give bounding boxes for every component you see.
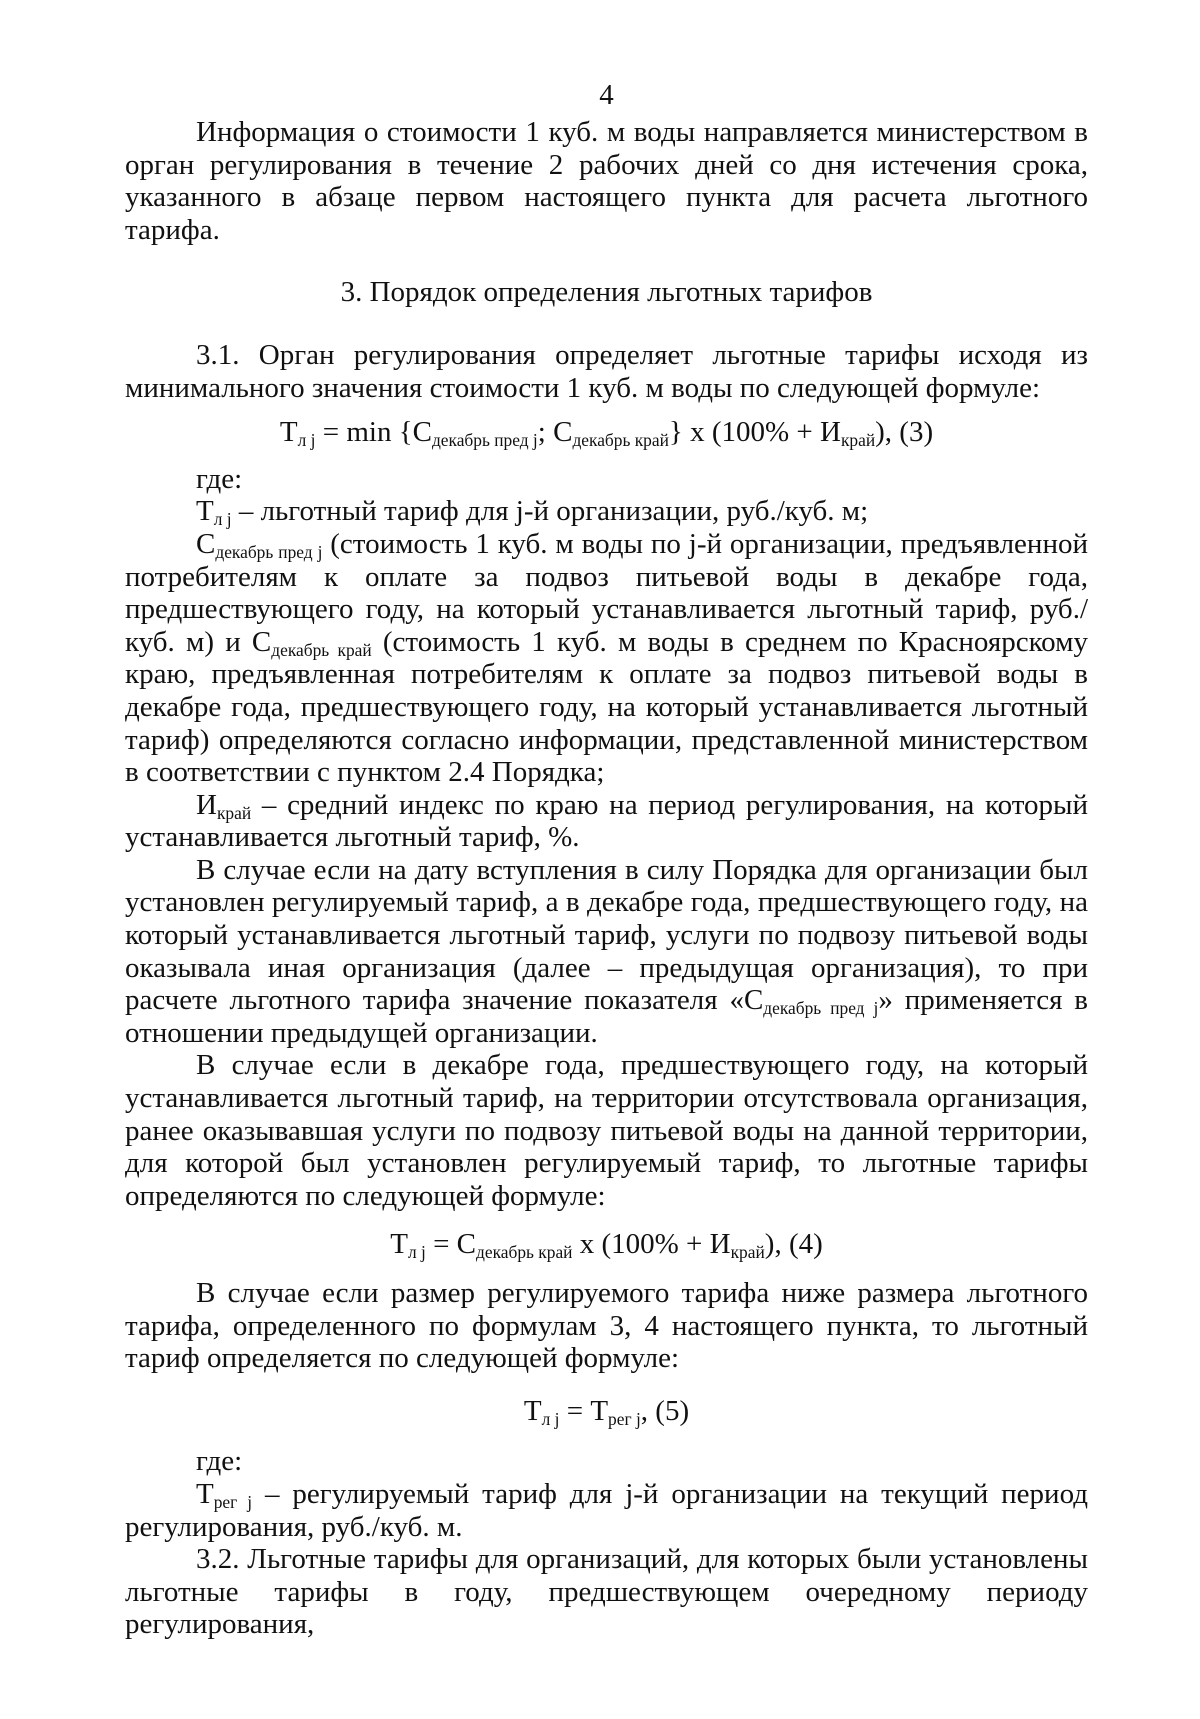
paragraph-case-previous-org	[125, 854, 1088, 1050]
formula-5-t-sub: л j	[541, 1408, 560, 1429]
where-label-1: где:	[196, 462, 243, 495]
formula-3-i-sub: край	[840, 430, 876, 451]
formula-4-t: Т	[390, 1228, 408, 1261]
definition-treg-symbol: Т	[196, 1477, 214, 1510]
definition-i-text: – средний индекс по краю на период регулирования, на который устанавливается льготный тариф, %.	[125, 788, 1088, 854]
paragraph-case-regulated-lower: В случае если размер регулируемого тарифа ниже размера льготного тарифа, определенного по формулам 3, 4 настоящего пункта, то льготный тариф определяется по следующей формуле:	[125, 1277, 1088, 1375]
definition-i-symbol: И	[196, 788, 217, 821]
definition-c-sub-2: декабрь край	[271, 639, 372, 660]
definition-c-symbol-1: С	[196, 527, 216, 560]
formula-3-c2-sub: декабрь край	[572, 430, 669, 451]
page-number: 4	[599, 79, 614, 111]
formula-3-end: ), (3)	[875, 416, 934, 449]
case-previous-org-sub: декабрь пред j	[763, 998, 879, 1019]
definition-treg-text: – регулируемый тариф для j-й организации на текущий период регулирования, руб./куб. м.	[125, 1477, 1088, 1543]
case-previous-org-text-2: » применяется в отношении предыдущей организации.	[125, 984, 1088, 1049]
paragraph-case-no-org: В случае если в декабре года, предшествующего году, на который устанавливается льготный тариф, на территории отсутствовала организация, ранее оказывавшая услуги по подвозу питьевой воды на данной территории, для которой был установлен регулируемый тариф, то льготные тарифы определяются по следующей формуле:	[125, 1049, 1088, 1212]
formula-5	[125, 1395, 1088, 1428]
definition-c	[125, 528, 1088, 789]
formula-3-t-sub: л j	[297, 430, 316, 451]
where-label-2: где:	[196, 1445, 243, 1478]
formula-3-sep: ; С	[537, 416, 573, 449]
formula-5-mid: = Т	[559, 1394, 609, 1427]
formula-5-t: Т	[523, 1394, 542, 1427]
formula-4-end: ), (4)	[764, 1228, 823, 1261]
formula-4-mid1: = С	[425, 1228, 477, 1261]
definition-i-sub: край	[216, 802, 252, 823]
formula-4-c-sub: декабрь край	[476, 1242, 573, 1263]
page-content	[125, 78, 1088, 1641]
paragraph-info-cost: Информация о стоимости 1 куб. м воды направляется министерством в орган регулирования в течение 2 рабочих дней со дня истечения срока, указанного в абзаце первом настоящего пункта для расчета льготного тарифа.	[125, 116, 1088, 246]
formula-4-mid2: х (100% + И	[572, 1228, 731, 1261]
paragraph-3-1: 3.1. Орган регулирования определяет льготные тарифы исходя из минимального значения стоимости 1 куб. м воды по следующей формуле:	[125, 338, 1088, 404]
definition-c-text-2: (стоимость 1 куб. м воды в среднем по Красноярскому краю, предъявленная потребителям к оплате за подвоз питьевой воды в декабре года, предшествующего году, на который устанавливается льготный тариф) определяются согласно информации, представленной министерством в соответствии с пунктом 2.4 Порядка;	[125, 625, 1088, 789]
definition-treg-sub: рег j	[213, 1491, 253, 1512]
definition-c-sub-1: декабрь пред j	[215, 541, 323, 562]
definition-t-text: – льготный тариф для j-й организации, руб./куб. м;	[231, 495, 869, 528]
formula-3-mid1: = min {С	[315, 416, 432, 449]
definition-c-text-1: (стоимость 1 куб. м воды по j-й организации, предъявленной потребителям к оплате за подвоз питьевой воды в декабре года, предшествующего году, на который устанавливается льготный тариф, руб./куб. м) и С	[125, 527, 1088, 658]
paragraph-3-2: 3.2. Льготные тарифы для организаций, для которых были установлены льготные тарифы в году, предшествующем очередному периоду регулирования,	[125, 1543, 1088, 1641]
formula-3	[125, 416, 1088, 449]
formula-4-t-sub: л j	[407, 1242, 426, 1263]
case-previous-org-text-1: В случае если на дату вступления в силу Порядка для организации был установлен регулируемый тариф, а в декабре года, предшествующего году, на который устанавливается льготный тариф, услуги по подвозу питьевой воды оказывала иная организация (далее – предыдущая организация), то при расчете льготного тарифа значение показателя «С	[125, 853, 1088, 1017]
formula-4-i-sub: край	[730, 1242, 765, 1263]
definition-i	[125, 789, 1088, 854]
formula-5-end: , (5)	[640, 1394, 690, 1427]
formula-3-c1-sub: декабрь пред j	[431, 430, 538, 451]
formula-5-r-sub: рег j	[608, 1408, 641, 1429]
formula-3-t: Т	[279, 416, 298, 449]
definition-t-symbol: Т	[196, 495, 214, 528]
formula-4	[125, 1228, 1088, 1261]
definition-t-sub: л j	[213, 509, 232, 530]
formula-3-mid2: } х (100% + И	[668, 416, 841, 449]
definition-t	[125, 495, 1088, 528]
section-title: 3. Порядок определения льготных тарифов	[340, 276, 873, 309]
definition-treg	[125, 1478, 1088, 1543]
